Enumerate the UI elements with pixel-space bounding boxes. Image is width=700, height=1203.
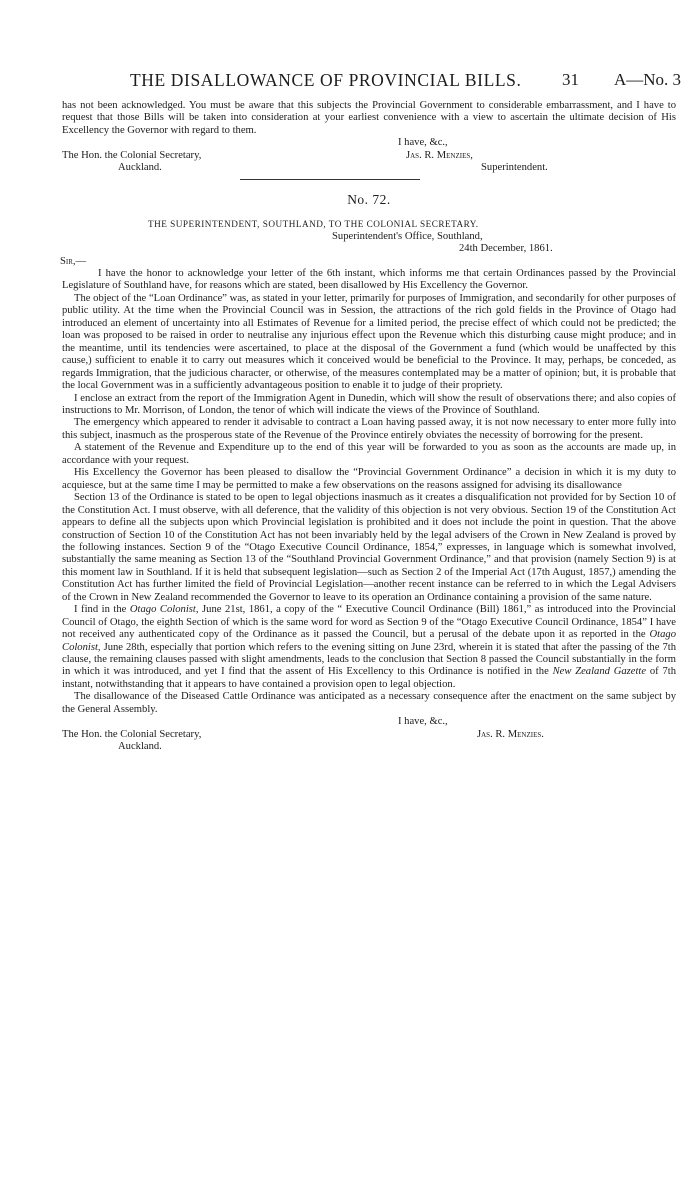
- letter-71-valediction-row: [62, 137, 676, 149]
- letter-71-addressee-city: Auckland.: [118, 162, 162, 174]
- paragraph-8-part-a: I find in the: [74, 604, 130, 616]
- page-title: THE DISALLOWANCE OF PROVINCIAL BILLS.: [130, 70, 522, 90]
- document-reference: A—No. 3: [614, 70, 682, 89]
- letter-number: No. 72.: [347, 191, 391, 207]
- letter-date: 24th December, 1861.: [459, 243, 553, 255]
- letter-72-valediction: I have, &c.,: [398, 716, 448, 728]
- separator-rule: [240, 179, 420, 180]
- letter-71-signatory: Jas. R. Menzies,: [406, 149, 473, 161]
- letter-72-addressee-city: Auckland.: [118, 741, 162, 753]
- paragraph-8: [62, 604, 676, 691]
- page-number: 31: [562, 70, 579, 89]
- letter-71-signatory-title: Superintendent.: [481, 162, 548, 174]
- paragraph-5: A statement of the Revenue and Expenditure up to the end of this year will be forwarded to you as soon as the accounts are made up, in accordance with your request.: [62, 442, 676, 466]
- date-row: [62, 243, 676, 255]
- gazette-title: New Zealand Gazette: [552, 666, 647, 678]
- salutation-row: [62, 256, 676, 268]
- document-body: [62, 100, 676, 754]
- paragraph-1: I have the honor to acknowledge your letter of the 6th instant, which informs me that certain Ordinances passed by the Provincial Legislature of Southland have, for reasons which are stated, been disallowed by His Excellency the Governor.: [62, 267, 676, 292]
- paragraph-8-part-b: , June 21st, 1861, a copy of the “ Executive Council Ordinance (Bill) 1861,” as introduced into the Provincial Council of Otago, the eighth Section of which is the same word for word as Section 9 of the “Otago Executive Council Ordinance, 1854” I have not received any authenticated copy of the Ordinance as it passed the Council, but a perusal of the debate upon it as reported in the: [62, 604, 677, 641]
- paragraph-4: The emergency which appeared to render it advisable to contract a Loan having passed away, it is not now necessary to enter more fully into this subject, inasmuch as the prosperous state of the Revenue of the Province entirely obviates the necessity of borrowing for the present.: [62, 417, 676, 441]
- paragraph-9: The disallowance of the Diseased Cattle Ordinance was anticipated as a necessary consequence after the enactment on the same subject by the General Assembly.: [62, 691, 676, 715]
- paragraph-3: I enclose an extract from the report of the Immigration Agent in Dunedin, which will show the result of observations there; and also copies of instructions to Mr. Morrison, of London, the tenor of which will indicate the views of the Province of Southland.: [62, 392, 676, 416]
- letter-71-closing-paragraph: has not been acknowledged. You must be aware that this subjects the Provincial Government to considerable embarrassment, and I have to request that those Bills will be taken into consideration at your earliest convenience with a view to ascertain the ultimate decision of His Excellency the Governor with regard to them.: [62, 100, 676, 136]
- letter-71-addressee: The Hon. the Colonial Secretary,: [62, 149, 202, 161]
- letter-71-address-row: [62, 162, 676, 174]
- paragraph-8-part-d: of 7th instant, notwithstanding that it appears to have contained a provision open to legal objection.: [62, 666, 676, 690]
- valediction-row: [62, 716, 676, 728]
- paragraph-2: The object of the “Loan Ordinance” was, as stated in your letter, primarily for purposes of Immigration, and secondarily for other purposes of public utility. At the time when the Provincial Council was in Session, the attractions of the rich gold fields in the Province of Otago had introduced an element of uncertainty into all Estimates of Revenue for a limited period, the precise effect of which could not be predicted; the loan was proposed to be raised in order to neutralise any injurious effect upon the Revenue which this disturbing cause might produce; and in the meantime, until its tendencies were ascertained, to place at the disposal of the Government a fund (which would be unaffected by this cause,) sufficient to enable it to carry out measures which it conceived would be beneficial to the Province. It may, perhaps, be conceded, as regards Immigration, that the judicious character, or otherwise, of the measures contemplated may be a matter of opinion; but, it is probable that the local Government was in a sufficiently advantageous position to enable it to judge of their propriety.: [62, 292, 676, 392]
- letter-71-signature-row: [62, 150, 676, 162]
- letter-72-signatory: Jas. R. Menzies.: [477, 728, 544, 740]
- office-row: [62, 231, 676, 243]
- paragraph-7: Section 13 of the Ordinance is stated to be open to legal objections inasmuch as it creates a disqualification not provided for by Section 10 of the Constitution Act. I must observe, with all deference, that the validity of this objection is not very obvious. Section 19 of the Constitution Act appears to define all the subjects upon which Provincial legislation is prohibited and it does not include the point in question. That the above construction of Section 10 of the Constitution Act has not been invariably held by the legal advisers of the Crown in New Zealand is proved by the following instances. Section 9 of the “Otago Executive Council Ordinance, 1854,” expresses, in language which is somewhat involved, substantially the same meaning as Section 13 of the “Southland Provincial Government Ordinance,” and that provision (namely Section 9) is at this moment law in Southland. If it is held that subsequent legislation—such as Section 2 of the Imperial Act (17th August, 1857,) amending the Constitution Act has further limited the field of Provincial Legislation—another recent instance can be referred to in which the Legal Advisers of the Crown in New Zealand recommended the Governor to leave to its operation an Ordinance containing a provision of the same nature.: [62, 492, 676, 603]
- letter-72-addressee: The Hon. the Colonial Secretary,: [62, 728, 202, 740]
- letter-71-valediction: I have, &c.,: [398, 137, 448, 149]
- newspaper-title-1: Otago Colonist: [129, 604, 196, 616]
- separator-row: [62, 175, 676, 188]
- running-header: [0, 70, 700, 94]
- paragraph-8-part-c: , June 28th, especially that portion which refers to the evening sitting on June 23rd, wherein it is stated that after the passing of the 7th clause, the remaining clauses passed with slight amendments, leads to the conclusion that Section 8 passed the Council substantially in the form in which it was introduced, and yet I find that the assent of His Excellency to this Ordinance is notified in the: [62, 641, 676, 678]
- letter-office: Superintendent's Office, Southland,: [332, 230, 483, 242]
- letter-heading: THE SUPERINTENDENT, SOUTHLAND, TO THE COLONIAL SECRETARY.: [148, 218, 479, 229]
- closing-row: [62, 729, 676, 741]
- paragraph-6: His Excellency the Governor has been pleased to disallow the “Provincial Government Ordinance” a decision in which it is my duty to acquiesce, but at the same time I may be permitted to make a few observations on the reasons assigned for advising its disallowance: [62, 467, 676, 491]
- salutation: Sir,—: [60, 255, 87, 267]
- closing-address-row: [62, 741, 676, 753]
- newspaper-title-2: Otago Colonist: [62, 629, 676, 653]
